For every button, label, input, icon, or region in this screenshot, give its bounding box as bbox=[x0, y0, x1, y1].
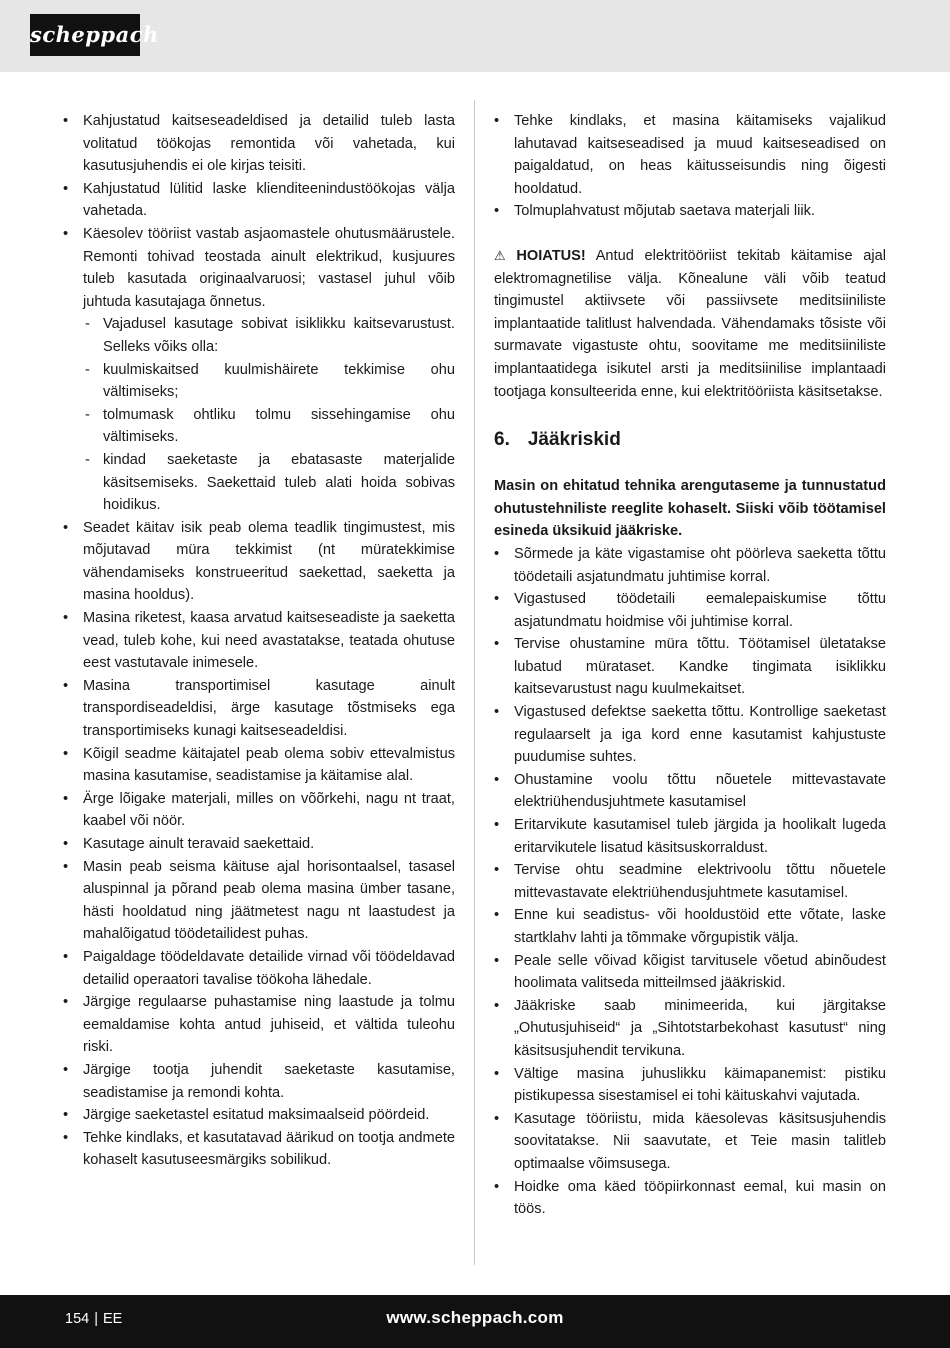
list-item: • Järgige tootja juhendit saeketaste kasutamise, seadistamise ja remondi kohta. bbox=[63, 1059, 455, 1104]
column-divider bbox=[474, 100, 475, 1265]
list-item: • Jääkriske saab minimeerida, kui järgitakse „Ohutusjuhiseid“ ja „Sihtotstarbekohast kasutust“ ning käsitsusjuhendit tervikuna. bbox=[494, 995, 886, 1063]
warning-notice bbox=[494, 245, 886, 403]
sub-list-item: - kuulmiskaitsed kuulmishäirete tekkimise ohu vältimiseks; bbox=[63, 359, 455, 404]
list-item: • Järgige saeketastel esitatud maksimaalseid pöördeid. bbox=[63, 1104, 455, 1127]
section-intro: Masin on ehitatud tehnika arengutaseme ja tunnustatud ohutustehniliste reeglite kohaselt. Siiski võib töötamisel esineda üksikuid jääkriske. bbox=[494, 478, 886, 540]
list-item: • Kahjustatud lülitid laske klienditeenindustöökojas välja vahetada. bbox=[63, 178, 455, 223]
list-item: • Järgige regulaarse puhastamise ning laastude ja tolmu eemaldamise kohta antud juhiseid, et vältida tuleohu riski. bbox=[63, 991, 455, 1059]
page-number: 154 bbox=[65, 1311, 90, 1327]
list-item: • Hoidke oma käed tööpiirkonnast eemal, kui masin on töös. bbox=[494, 1176, 886, 1221]
list-item: • Paigaldage töödeldavate detailide virnad või töödeldavad detailid operaatori tavalise töökoha lähedale. bbox=[63, 946, 455, 991]
list-item: • Ärge lõigake materjali, milles on võõrkehi, nagu nt traat, kaabel või nöör. bbox=[63, 788, 455, 833]
list-item: • Vältige masina juhuslikku käimapanemist: pistiku pistikupessa sisestamisel ei tohi käituskahvi vajutada. bbox=[494, 1063, 886, 1108]
section-title: Jääkriskid bbox=[527, 429, 621, 451]
sub-list-item: - kindad saeketaste ja ebatasaste materjalide käsitsemiseks. Saekettaid tuleb alati hoida sobivas hoidikus. bbox=[63, 449, 455, 517]
warning-triangle-icon: ⚠ bbox=[494, 247, 513, 263]
safety-list-a bbox=[63, 110, 455, 313]
right-column bbox=[494, 110, 886, 1221]
residual-risks-list bbox=[494, 543, 886, 1221]
list-item: • Vigastused töödetaili eemalepaiskumise tõttu asjatundmatu hoidmise või juhtimise korral. bbox=[494, 588, 886, 633]
section-number: 6. bbox=[494, 429, 510, 451]
left-column bbox=[63, 110, 455, 1172]
list-item: • Enne kui seadistus- või hooldustöid ette võtate, laske startklahv lahti ja tõmmake võrgupistik välja. bbox=[494, 904, 886, 949]
list-item: • Ohustamine voolu tõttu nõuetele mittevastavate elektriühendusjuhtmete kasutamisel bbox=[494, 769, 886, 814]
list-item: • Tolmuplahvatust mõjutab saetava materjali liik. bbox=[494, 200, 886, 223]
safety-list-b bbox=[63, 517, 455, 1172]
list-item: • Masin peab seisma käituse ajal horisontaalsel, tasasel aluspinnal ja põrand peab olema masina ümber tasane, hästi hooldatud ning jäätmetest nagu nt laastudest ja mahalõigatud töödetailidest puhas. bbox=[63, 856, 455, 946]
list-item: • Masina transportimisel kasutage ainult transpordiseadeldisi, ärge kasutage tõstmiseks ega transportimiseks kunagi kaitseseadeldisi. bbox=[63, 675, 455, 743]
scheppach-logo: scheppach bbox=[30, 14, 140, 56]
list-item: • Kõigil seadme käitajatel peab olema sobiv ettevalmistus masina kasutamise, seadistamise ja käitamise alal. bbox=[63, 743, 455, 788]
website-link[interactable]: www.scheppach.com bbox=[386, 1308, 564, 1327]
page-footer bbox=[0, 1295, 950, 1348]
list-item: • Tervise ohustamine müra tõttu. Töötamisel ületatakse lubatud mürataset. Kandke tingimata isiklikku kaitsevarustust nagu kuulmekaitset. bbox=[494, 633, 886, 701]
list-item: • Vigastused defektse saeketta tõttu. Kontrollige saeketast regulaarselt ja iga kord enne kasutamist kahjustuste puudumise suhtes. bbox=[494, 701, 886, 769]
warning-label: HOIATUS! bbox=[516, 247, 586, 264]
list-item: • Masina riketest, kaasa arvatud kaitseseadiste ja saeketta vead, tuleb kohe, kui need avastatakse, teatada ohutuse eest vastutavale inimesele. bbox=[63, 607, 455, 675]
footer-separator: | bbox=[94, 1311, 98, 1327]
list-item: • Käesolev tööriist vastab asjaomastele ohutusmäärustele. Remonti tohivad teostada ainult elektrikud, kusjuures tuleb kasutada originaalvaruosi; vastasel juhul võib juhtuda kasutajaga õnnetus. bbox=[63, 223, 455, 313]
list-item: • Sõrmede ja käte vigastamise oht pöörleva saeketta tõttu töödetaili asjatundmatu juhtimise korral. bbox=[494, 543, 886, 588]
list-item: • Kahjustatud kaitseseadeldised ja detailid tuleb lasta volitatud töökojas remontida või vahetada, kui kasutusjuhendis ei ole kirjas teisiti. bbox=[63, 110, 455, 178]
safety-list-c bbox=[494, 110, 886, 223]
list-item: • Kasutage ainult teravaid saekettaid. bbox=[63, 833, 455, 856]
list-item: • Eritarvikute kasutamisel tuleb järgida ja hoolikalt lugeda eritarvikutele lisatud käsitsuskorraldust. bbox=[494, 814, 886, 859]
section-heading bbox=[494, 427, 886, 453]
sub-list-item: - tolmumask ohtliku tolmu sissehingamise ohu vältimiseks. bbox=[63, 404, 455, 449]
list-item: • Kasutage tööriistu, mida käesolevas käsitsusjuhendis soovitatakse. Nii saavutate, et Teie masin talitleb optimaalse võimsusega. bbox=[494, 1108, 886, 1176]
sub-list-item: - Vajadusel kasutage sobivat isiklikku kaitsevarustust. Selleks võiks olla: bbox=[63, 313, 455, 358]
language-code: EE bbox=[102, 1311, 123, 1327]
list-item: • Tervise ohtu seadmine elektrivoolu tõttu nõuetele mittevastavate elektriühendusjuhtmete kasutamisel. bbox=[494, 859, 886, 904]
list-item: • Tehke kindlaks, et kasutatavad äärikud on tootja andmete kohaselt kasutuseesmärgiks sobilikud. bbox=[63, 1127, 455, 1172]
list-item: • Tehke kindlaks, et masina käitamiseks vajalikud lahutavad kaitseseadised ja muud kaitseseadised on paigaldatud, on heas käitusseisundis ning õigesti hooldatud. bbox=[494, 110, 886, 200]
list-item: • Seadet käitav isik peab olema teadlik tingimustest, mis mõjutavad müra tekkimist (nt müratekkimise vähendamiseks konstrueeritud saekettad, saeketta ja masina hooldus). bbox=[63, 517, 455, 607]
protective-equipment-list bbox=[63, 313, 455, 516]
list-item: • Peale selle võivad kõigist tarvitusele võetud abinõudest hoolimata valitseda mitteilmsed jääkriskid. bbox=[494, 950, 886, 995]
warning-text: Antud elektritööriist tekitab käitamise ajal elektromagnetilise välja. Kõnealune väli võib teatud tingimustel aktiivsete või passiivsete meditsiiniliste implantaatide talitlust halvendada. Vähendamaks tõsiste või surmavate vigastuste ohtu, soovitame me meditsiiniliste implantaatidega isikutel arsti ja meditsiinilise implantaadi tootjaga konsulteerida enne, kui elektritööriista käsitsetakse. bbox=[494, 247, 886, 400]
page-header bbox=[0, 0, 950, 72]
